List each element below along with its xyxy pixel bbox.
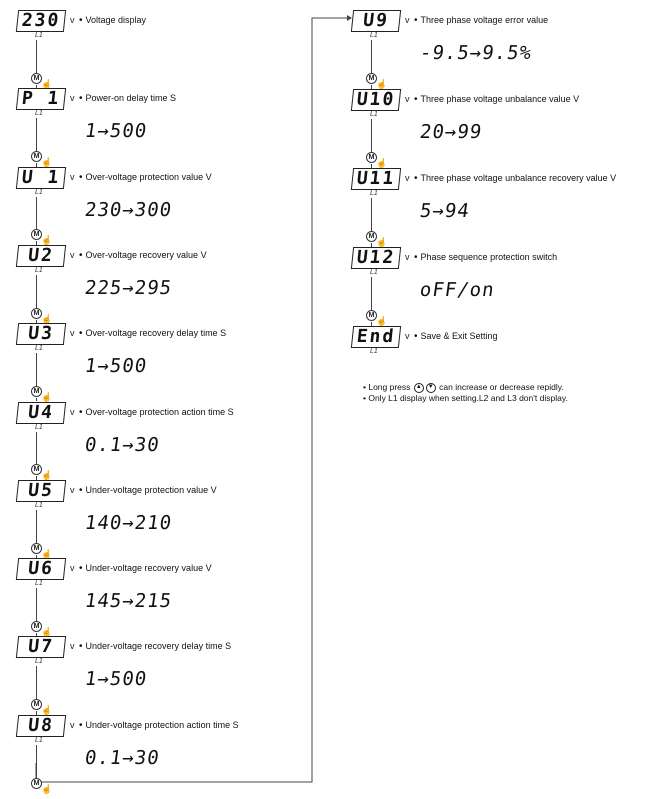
finger-press-icon: ☝ — [41, 157, 53, 168]
finger-press-icon: ☝ — [41, 78, 53, 89]
finger-press-icon: ☝ — [376, 158, 388, 169]
setting-range: 1→500 — [83, 668, 149, 691]
m-button-icon: M — [31, 151, 42, 162]
step-label: • Under-voltage recovery delay time S — [79, 641, 232, 653]
lcd-sub-label: L1 — [35, 580, 43, 588]
lcd-sub-label: L1 — [35, 345, 43, 353]
flow-connector — [371, 40, 372, 73]
flow-connector — [36, 353, 37, 386]
flow-connector — [36, 197, 37, 230]
step-label: • Three phase voltage error value — [414, 15, 549, 26]
lcd-sub-label: L1 — [370, 348, 378, 355]
lcd-code-u10: U10 — [351, 89, 401, 111]
flow-connector — [36, 666, 37, 699]
unit-mark: v — [70, 249, 75, 260]
m-button-icon: M — [31, 778, 42, 789]
up-arrow-icon: ▲ — [414, 383, 424, 393]
flow-connector — [36, 588, 37, 621]
finger-press-icon: ☝ — [376, 79, 388, 90]
lcd-code-u12: U12 — [351, 247, 401, 269]
unit-mark: v — [70, 484, 75, 495]
setting-range: 0.1→30 — [83, 746, 162, 769]
m-button-icon: M — [31, 621, 42, 632]
finger-press-icon: ☝ — [41, 626, 53, 637]
lcd-code-u5: U5 — [16, 480, 66, 502]
lcd-sub-label: L1 — [35, 32, 43, 39]
step-label: • Under-voltage recovery value V — [79, 563, 212, 575]
m-button-icon: M — [366, 231, 377, 242]
setting-range: 140→210 — [83, 511, 174, 534]
lcd-code-end: End — [351, 326, 401, 348]
step-label: • Save & Exit Setting — [414, 331, 498, 342]
lcd-sub-label: L1 — [370, 190, 378, 197]
lcd-code-u8: U8 — [16, 715, 66, 737]
lcd-sub-label: L1 — [35, 423, 43, 431]
unit-mark: v — [70, 641, 75, 652]
lcd-code-u9: U9 — [351, 10, 401, 32]
setting-range: 1→500 — [83, 120, 149, 143]
step-label: • Phase sequence protection switch — [414, 252, 558, 263]
setting-range: 145→215 — [83, 590, 174, 613]
lcd-sub-label: L1 — [35, 266, 43, 274]
setting-range: 5→94 — [418, 200, 472, 222]
lcd-code-p1: P 1 — [16, 88, 66, 110]
flow-connector — [36, 118, 37, 151]
m-button-icon: M — [31, 464, 42, 475]
flow-connector — [371, 277, 372, 310]
note-l1-only: • Only L1 display when setting.L2 and L3 don't display. — [363, 393, 568, 403]
unit-mark: v — [70, 328, 75, 339]
step-label: • Over-voltage protection value V — [79, 171, 212, 183]
step-label: • Three phase voltage unbalance recovery value V — [414, 173, 617, 184]
m-button-icon: M — [366, 310, 377, 321]
unit-mark: v — [405, 252, 410, 262]
step-label: • Power-on delay time S — [79, 93, 177, 105]
lcd-sub-label: L1 — [35, 110, 43, 118]
note-long-press: • Long press ▲ ▼ can increase or decrease repidly. — [363, 382, 564, 392]
lcd-code-u4: U4 — [16, 402, 66, 424]
unit-mark: v — [70, 93, 75, 104]
lcd-code-u7: U7 — [16, 636, 66, 658]
flow-connector — [36, 398, 37, 401]
lcd-sub-label: L1 — [35, 658, 43, 666]
setting-range: 225→295 — [83, 276, 174, 299]
flow-connector — [36, 40, 37, 73]
flow-connector — [36, 275, 37, 308]
finger-press-icon: ☝ — [41, 392, 53, 403]
m-button-icon: M — [31, 543, 42, 554]
setting-range: 1→500 — [83, 355, 149, 378]
flow-connector — [36, 510, 37, 543]
unit-mark: v — [70, 719, 75, 730]
m-button-icon: M — [31, 386, 42, 397]
unit-mark: v — [70, 171, 75, 182]
unit-mark: v — [70, 406, 75, 417]
finger-press-icon: ☝ — [41, 705, 53, 716]
setting-range: oFF/on — [418, 279, 497, 301]
m-button-icon: M — [366, 152, 377, 163]
lcd-code-u11: U11 — [351, 168, 401, 190]
finger-press-icon: ☝ — [41, 548, 53, 559]
lcd-sub-label: L1 — [35, 736, 43, 744]
flow-connector — [371, 119, 372, 152]
unit-mark: v — [70, 15, 75, 25]
unit-mark: v — [405, 94, 410, 104]
unit-mark: v — [405, 173, 410, 183]
lcd-sub-label: L1 — [35, 188, 43, 196]
step-label: • Over-voltage recovery delay time S — [79, 328, 227, 340]
finger-press-icon: ☝ — [376, 316, 388, 327]
step-label: • Voltage display — [79, 15, 147, 26]
lcd-code-230: 230 — [16, 10, 66, 32]
setting-range: -9.5→9.5% — [418, 42, 534, 64]
m-button-icon: M — [31, 308, 42, 319]
lcd-code-u1: U 1 — [16, 167, 66, 189]
lcd-sub-label: L1 — [370, 269, 378, 276]
step-label: • Under-voltage protection value V — [79, 484, 217, 496]
usage-notes — [363, 382, 568, 404]
column-link-line — [36, 18, 347, 782]
lcd-code-u3: U3 — [16, 323, 66, 345]
lcd-code-u6: U6 — [16, 558, 66, 580]
unit-mark: v — [405, 331, 410, 341]
setting-range: 230→300 — [83, 198, 174, 221]
lcd-sub-label: L1 — [370, 32, 378, 39]
finger-press-icon: ☝ — [41, 783, 53, 794]
step-label: • Under-voltage protection action time S — [79, 719, 239, 731]
finger-press-icon: ☝ — [376, 237, 388, 248]
step-label: • Over-voltage protection action time S — [79, 406, 234, 418]
setting-range: 0.1→30 — [83, 433, 162, 456]
step-label: • Over-voltage recovery value V — [79, 249, 207, 261]
finger-press-icon: ☝ — [41, 470, 53, 481]
m-button-icon: M — [31, 229, 42, 240]
finger-press-icon: ☝ — [41, 313, 53, 324]
down-arrow-icon: ▼ — [426, 383, 436, 393]
m-button-icon: M — [366, 73, 377, 84]
m-button-icon: M — [31, 73, 42, 84]
m-button-icon: M — [31, 699, 42, 710]
lcd-code-u2: U2 — [16, 245, 66, 267]
setting-range: 20→99 — [418, 121, 484, 143]
flow-connector — [371, 198, 372, 231]
unit-mark: v — [70, 563, 75, 574]
unit-mark: v — [405, 15, 410, 25]
lcd-sub-label: L1 — [370, 111, 378, 118]
flow-connector — [36, 432, 37, 465]
flow-connector — [36, 745, 37, 778]
step-label: • Three phase voltage unbalance value V — [414, 94, 580, 105]
lcd-sub-label: L1 — [35, 501, 43, 509]
finger-press-icon: ☝ — [41, 235, 53, 246]
